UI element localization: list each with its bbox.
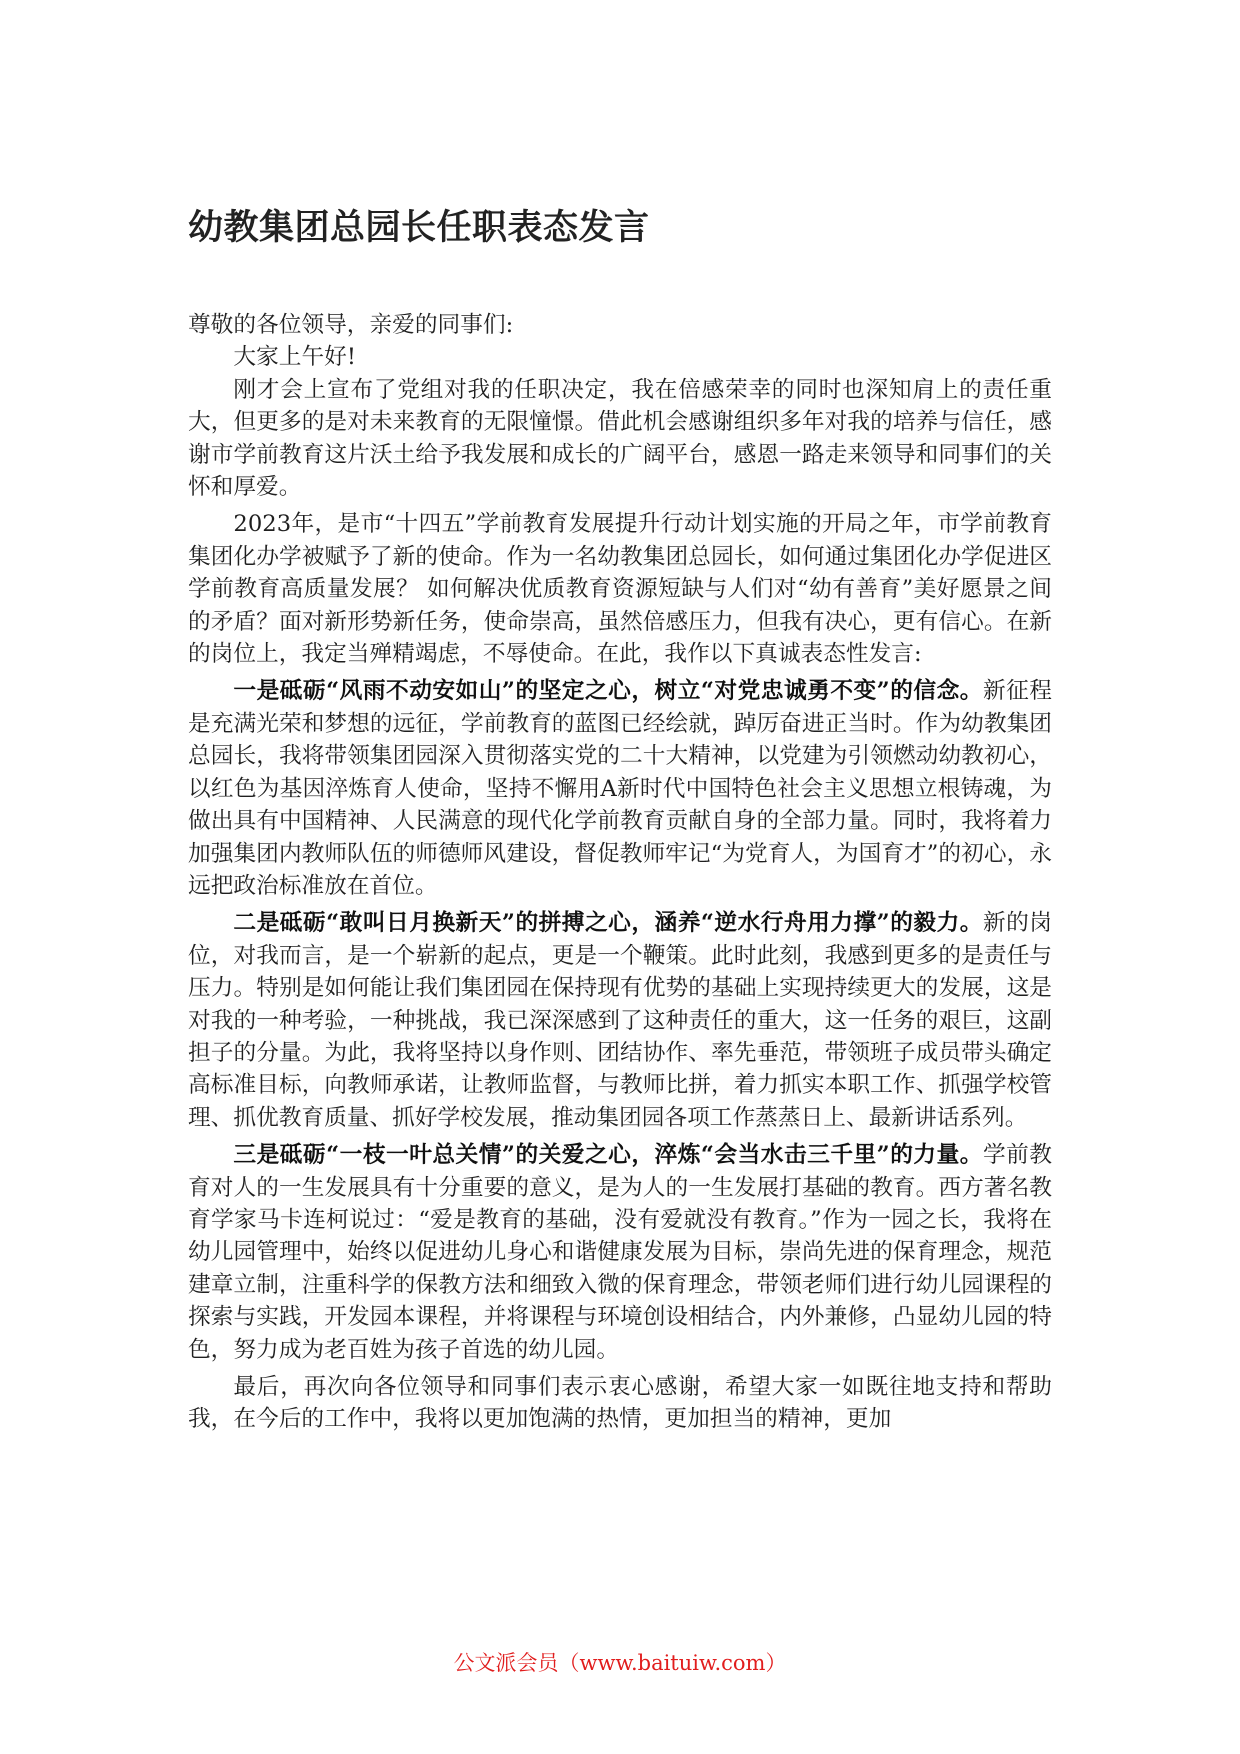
point-1-heading: 一是砥砺“风雨不动安如山”的坚定之心，树立“对党忠诚勇不变”的信念。 <box>233 678 983 705</box>
paragraph-point-3 <box>188 1139 1052 1366</box>
salutation: 尊敬的各位领导，亲爱的同事们: <box>188 312 514 338</box>
paragraph-closing: 最后，再次向各位领导和同事们表示衷心感谢，希望大家一如既往地支持和帮助我，在今后的工作中，我将以更加饱满的热情，更加担当的精神，更加 <box>188 1374 1052 1433</box>
footer-watermark-link[interactable]: 公文派会员（www.baituiw.com） <box>453 1651 787 1675</box>
point-3-body: 学前教育对人的一生发展具有十分重要的意义，是为人的一生发展打基础的教育。西方著名教育学家马卡连柯说过：“爱是教育的基础，没有爱就没有教育。”作为一园之长，我将在幼儿园管理中，始终以促进幼儿身心和谐健康发展为目标，崇尚先进的保育理念，规范建章立制，注重科学的保教方法和细致入微的保育理念，带领老师们进行幼儿园课程的探索与实践，开发园本课程，并将课程与环境创设相结合，内外兼修，凸显幼儿园的特色，努力成为老百姓为孩子首选的幼儿园。 <box>188 1142 1052 1363</box>
paragraph-context: 2023年，是市“十四五”学前教育发展提升行动计划实施的开局之年，市学前教育集团化办学被赋予了新的使命。作为一名幼教集团总园长，如何通过集团化办学促进区学前教育高质量发展？ 如何解决优质教育资源短缺与人们对“幼有善育”美好愿景之间的矛盾？面对新形势新任务，使命崇高，虽然倍感压力，但我有决心，更有信心。在新的岗位上，我定当殚精竭虑，不辱使命。在此，我作以下真诚表态性发言: <box>188 511 1052 668</box>
point-3-heading: 三是砥砺“一枝一叶总关情”的关爱之心，淬炼“会当水击三千里”的力量。 <box>233 1142 983 1169</box>
greeting: 大家上午好! <box>233 344 356 371</box>
paragraph-point-2 <box>188 907 1052 1134</box>
point-1-body: 新征程是充满光荣和梦想的远征，学前教育的蓝图已经绘就，踔厉奋进正当时。作为幼教集团总园长，我将带领集团园深入贯彻落实党的二十大精神，以党建为引领燃动幼教初心，以红色为基因淬炼育人使命，坚持不懈用A新时代中国特色社会主义思想立根铸魂，为做出具有中国精神、人民满意的现代化学前教育贡献自身的全部力量。同时，我将着力加强集团内教师队伍的师德师风建设，督促教师牢记“为党育人，为国育才”的初心，永远把政治标准放在首位。 <box>188 678 1052 899</box>
document-body <box>188 309 1052 1436</box>
paragraph-point-1 <box>188 675 1052 902</box>
document-title: 幼教集团总园长任职表态发言 <box>188 208 650 248</box>
paragraph-intro: 刚才会上宣布了党组对我的任职决定，我在倍感荣幸的同时也深知肩上的责任重大，但更多的是对未来教育的无限憧憬。借此机会感谢组织多年对我的培养与信任，感谢市学前教育这片沃土给予我发展和成长的广阔平台，感恩一路走来领导和同事们的关怀和厚爱。 <box>188 376 1052 501</box>
point-2-heading: 二是砥砺“敢叫日月换新天”的拼搏之心，涵养“逆水行舟用力撑”的毅力。 <box>233 910 983 937</box>
point-2-body: 新的岗位，对我而言，是一个崭新的起点，更是一个鞭策。此时此刻，我感到更多的是责任与压力。特别是如何能让我们集团园在保持现有优势的基础上实现持续更大的发展，这是对我的一种考验，一种挑战，我已深深感到了这种责任的重大，这一任务的艰巨，这副担子的分量。为此，我将坚持以身作则、团结协作、率先垂范，带领班子成员带头确定高标准目标，向教师承诺，让教师监督，与教师比拼，着力抓实本职工作、抓强学校管理、抓优教育质量、抓好学校发展，推动集团园各项工作蒸蒸日上、最新讲话系列。 <box>188 910 1052 1131</box>
